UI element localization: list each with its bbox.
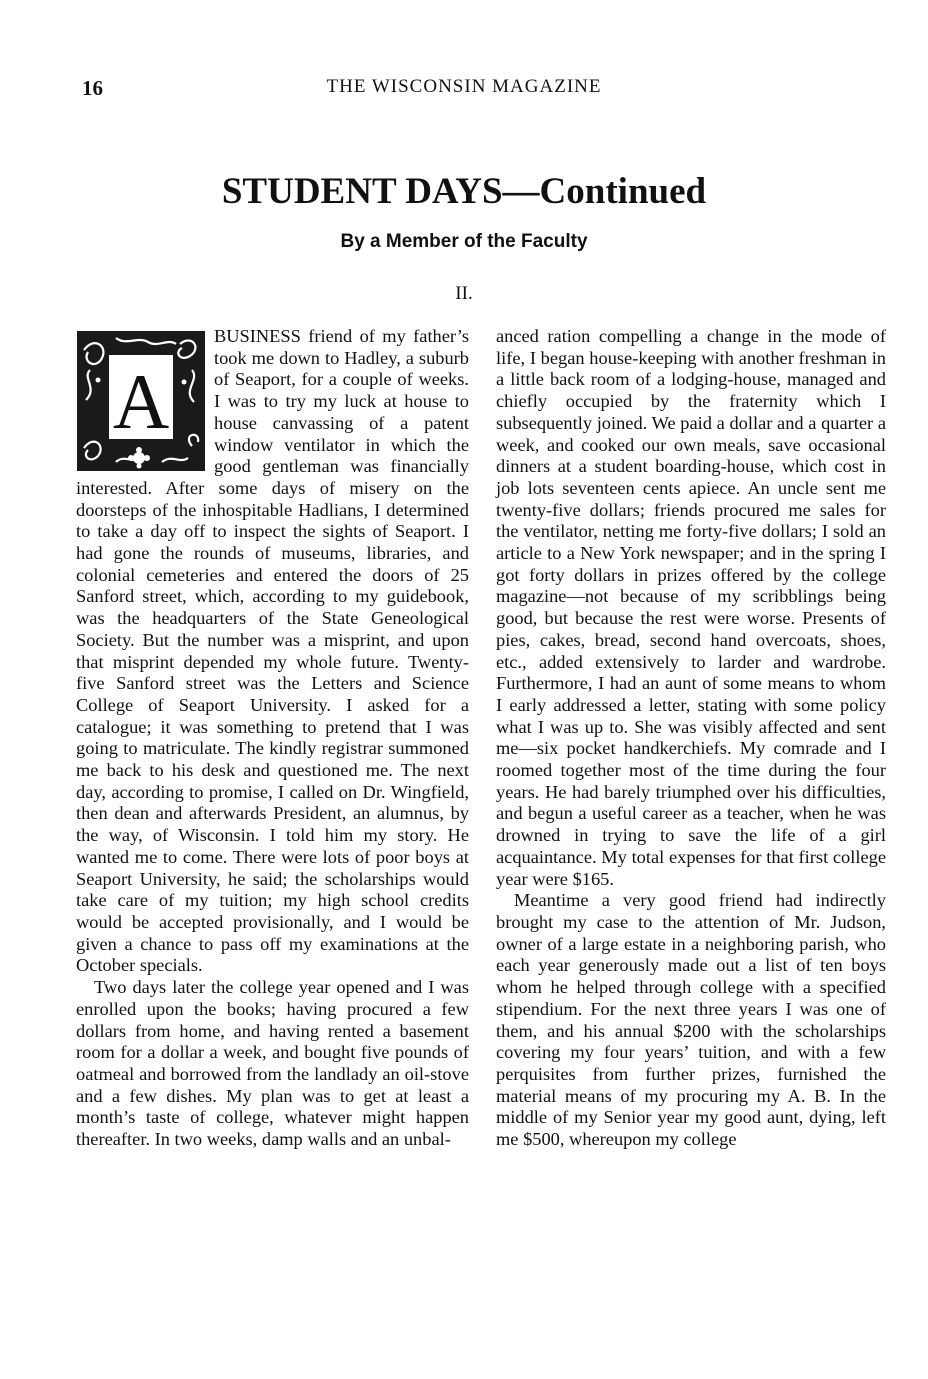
drop-cap-letter: A — [112, 358, 170, 445]
page-number: 16 — [82, 76, 103, 100]
article-title: STUDENT DAYS—Continued — [221, 171, 707, 212]
right-column — [496, 326, 886, 1151]
right-paragraph-2: Meantime a very good friend had indirectly brought my case to the attention of Mr. Judson, owner of a large estate in a neighboring parish, who each year generously made out a list of ten boys whom he helped through college with a specified stipendium. For the next three years I was one of them, and his annual $200 with the scholarships covering my four years’ tuition, and with a few perquisites from further prizes, furnished the material means of my procuring my A. B. In the middle of my Senior year my good aunt, dying, left me $500, whereupon my college — [496, 890, 886, 1150]
part-number: II. — [455, 283, 473, 304]
running-head — [0, 74, 928, 104]
left-column — [76, 326, 469, 1151]
left-paragraph-1: BUSINESS friend of my father’s took me down to Hadley, a suburb of Seaport, for a couple of weeks. I was to try my luck at house to house canvassing of a patent window ventilator in which the good gentleman was financially interested. After some days of misery on the doorsteps of the inhospitable Hadlians, I determined to take a day off to inspect the sights of Seaport. I had gone the rounds of museums, libraries, and colonial cemeteries and entered the doors of 25 Sanford street, which, according to my guidebook, was the headquarters of the State Geneological Society. But the number was a misprint, and upon that misprint depended my whole future. Twenty-five Sanford street was the Letters and Science College of Seaport University. I asked for a catalogue; it was something to pretend that I was going to matriculate. The kindly registrar summoned me back to his desk and questioned me. The next day, according to promise, I called on Dr. Wingfield, then dean and afterwards President, an alumnus, by the way, of Wisconsin. I told him my story. He wanted me to come. There were lots of poor boys at Seaport University, he said; the scholarships would take care of my tuition; my high school credits would be accepted provisionally, and I would be given a chance to pass off my examinations at the October specials. — [76, 326, 469, 976]
right-paragraph-1: anced ration compelling a change in the mode of life, I began house-keeping with another freshman in a little back room of a lodging-house, managed and chiefly occupied by the fraternity which I subsequently joined. We paid a dollar and a quarter a week, and cooked our own meals, save occasional dinners at a student boarding-house, which cost in job lots seventeen cents apiece. An uncle sent me twenty-five dollars; friends procured me sales for the ventilator, netting me forty-five dollars; I sold an article to a New York newspaper; and in the spring I got forty dollars in prizes offered by the college magazine—not because of my scribblings being good, but because the rest were worse. Presents of pies, cakes, bread, second hand overcoats, shoes, etc., added extensively to larder and wardrobe. Furthermore, I had an aunt of some means to whom I early addressed a letter, stating with some policy what I was up to. She was visibly affected and sent me—six pocket handkerchiefs. My comrade and I roomed together most of the time during the four years. He had barely triumphed over his difficulties, and begun a useful career as a teacher, when he was drowned in trying to save the life of a girl acquaintance. My total expenses for that first college year were $165. — [496, 326, 886, 889]
drop-cap-ornament — [76, 330, 206, 472]
article-byline: By a Member of the Faculty — [340, 231, 588, 252]
left-paragraph-2: Two days later the college year opened and I was enrolled upon the books; having procured a few dollars from home, and having rented a basement room for a dollar a week, and bought five pounds of oatmeal and borrowed from the landlady an oil-stove and a few dishes. My plan was to get at least a month’s taste of college, whatever might happen thereafter. In two weeks, damp walls and an unbal- — [76, 977, 469, 1150]
magazine-title: THE WISCONSIN MAGAZINE — [326, 76, 602, 97]
